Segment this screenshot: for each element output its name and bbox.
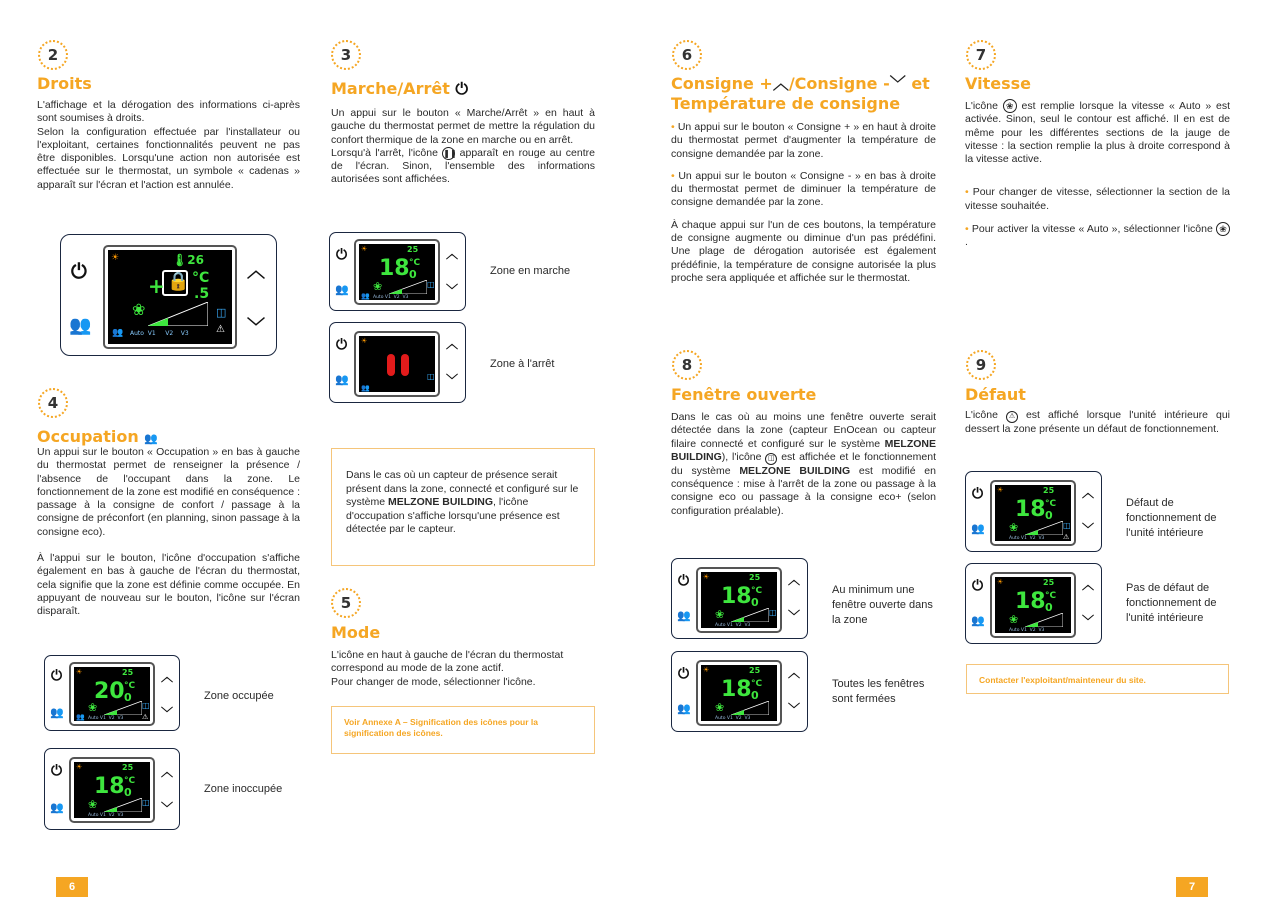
occupant-icon: 👥: [76, 713, 85, 721]
fault-icon: ⚠: [1006, 411, 1018, 423]
setpoint-temp: 18: [1015, 589, 1046, 614]
power-icon: ⏻: [455, 79, 469, 98]
consigne-para-3: À chaque appui sur l'un de ces boutons, la température de consigne augmente ou diminue d'un pas prédéfini. Une plage de dérogation autorisée est également prédéfinie, la température de consigne autorisée la plus proche sera appliquée et affichée sur le thermostat.: [671, 218, 936, 284]
fan-icon[interactable]: ❀: [715, 701, 725, 714]
marche-arret-text: [331, 107, 595, 187]
setpoint-temp: 20: [94, 679, 125, 704]
section-number-3: 3: [331, 40, 361, 70]
page-number-right: 7: [1176, 877, 1208, 897]
section-number-2: 2: [38, 40, 68, 70]
temp-unit: °C: [124, 681, 136, 691]
marche-para-2: Lorsqu'à l'arrêt, l'icône ❚❚ apparaît en rouge au centre de l'écran. Sinon, l'ensemble des informations autorisées sont affichées.: [331, 146, 595, 186]
vitesse-text: [965, 99, 1230, 250]
power-icon[interactable]: ⏻: [51, 763, 63, 779]
speed-labels: Auto V1 V2 V3: [1009, 536, 1045, 541]
mode-sun-icon: ☀: [76, 668, 83, 676]
window-icon: ◫: [769, 608, 777, 617]
occupancy-icon[interactable]: 👥: [335, 373, 349, 386]
temp-unit: °C: [124, 776, 136, 786]
pause-bar-right: [401, 354, 409, 376]
speed-labels: Auto V1 V2 V3: [88, 813, 124, 818]
lock-decimal: .5: [194, 286, 210, 302]
caption-zone-occupee: Zone occupée: [204, 690, 274, 702]
caption-fenetre-ouverte: Au minimum une fenêtre ouverte dans la zone: [832, 584, 933, 626]
thermostat-screen: [990, 572, 1076, 638]
chevron-up-icon[interactable]: ︿: [446, 337, 459, 351]
lcd-display: [359, 336, 435, 392]
lcd-display: [108, 250, 232, 344]
speed-gauge[interactable]: [731, 608, 769, 622]
caption-defaut: Défaut de fonctionnement de l'unité intérieure: [1126, 497, 1217, 539]
annexe-note-text[interactable]: Voir Annexe A – Signification des icônes pour la signification des icônes.: [344, 717, 538, 738]
speed-labels: Auto V1 V2 V3: [88, 716, 124, 721]
speed-gauge[interactable]: [1025, 613, 1063, 627]
speed-labels: Auto V1 V2 V3: [373, 295, 409, 300]
vitesse-para-1: L'icône ❀ est remplie lorsque la vitesse « Auto » est activée. Sinon, seul le contour est affiché. Il en est de même pour les différentes sections de la jauge de vitesse : la section remplie la plus à droite correspond à la vitesse active.: [965, 100, 1230, 166]
caption-zone-arret: Zone à l'arrêt: [490, 358, 555, 370]
presence-note-text: Dans le cas où un capteur de présence serait présent dans la zone, connecté et configuré sur le système MELZONE BUILDING, l'icône d'occupation s'affiche lorsqu'une présence est détectée par le capteur.: [346, 469, 579, 535]
warning-icon: ⚠: [216, 324, 225, 335]
section-number-4: 4: [38, 388, 68, 418]
droits-para-2: Selon la configuration effectuée par l'installateur ou l'exploitant, certaines fonctionnalités peuvent ne pas être disponibles. Lorsqu'une action non autorisée est effectuée sur le thermostat, un symbole « cadenas » apparaît sur l'écran et l'action est annulée.: [37, 125, 300, 191]
occupancy-icon[interactable]: 👥: [50, 706, 64, 719]
temp-decimal: 0: [1045, 601, 1053, 614]
window-icon: ◫: [216, 306, 227, 319]
window-icon: ◫: [427, 280, 435, 289]
plus-sign: +: [148, 274, 165, 298]
chevron-down-icon[interactable]: ﹀: [247, 317, 265, 338]
thermostat-unoccupied: [44, 748, 180, 830]
occupancy-icon[interactable]: 👥: [335, 283, 349, 296]
chevron-down-icon[interactable]: ﹀: [788, 609, 801, 623]
temp-unit: °C: [751, 679, 763, 689]
speed-gauge[interactable]: [104, 798, 142, 812]
fan-icon[interactable]: ❀: [132, 300, 146, 319]
consigne-text: [671, 121, 936, 285]
thermostat-screen: [69, 757, 155, 823]
speed-gauge[interactable]: [104, 701, 142, 715]
speed-labels: Auto V1 V2 V3: [715, 623, 751, 628]
occupant-icon: 👥: [361, 384, 370, 392]
thermostat-locked: [60, 234, 277, 356]
chevron-down-icon: ﹀: [889, 74, 906, 93]
thermostat-screen: [696, 660, 782, 726]
chevron-up-icon[interactable]: ︿: [161, 670, 174, 684]
speed-gauge[interactable]: [389, 280, 427, 294]
occupant-icon: 👥: [112, 328, 124, 338]
thermostat-screen: [990, 480, 1076, 546]
fan-icon[interactable]: ❀: [88, 798, 98, 811]
power-icon[interactable]: ⏻: [678, 666, 690, 682]
fan-icon[interactable]: ❀: [715, 608, 725, 621]
mode-sun-icon: ☀: [703, 666, 710, 674]
thermostat-screen: [69, 662, 155, 726]
chevron-down-icon[interactable]: ﹀: [161, 801, 174, 815]
fan-icon[interactable]: ❀: [1009, 613, 1019, 626]
chevron-up-icon[interactable]: ︿: [446, 247, 459, 261]
pause-icon: ❚❚: [443, 148, 457, 158]
occupancy-icon[interactable]: 👥: [50, 801, 64, 814]
power-icon[interactable]: ⏻: [972, 578, 984, 594]
room-temp: 25: [407, 245, 419, 254]
power-icon[interactable]: ⏻: [336, 337, 348, 353]
speed-labels: Auto V1 V2 V3: [130, 330, 189, 337]
speed-gauge[interactable]: [1025, 521, 1063, 535]
section-number-5: 5: [331, 588, 361, 618]
occupancy-icon[interactable]: 👥: [677, 702, 691, 715]
page-number-left: 6: [56, 877, 88, 897]
consigne-para-2: • Un appui sur le bouton « Consigne - » en bas à droite du thermostat permet de diminuer la température de consigne demandée par la zone.: [671, 169, 936, 209]
thermostat-screen: [354, 239, 440, 305]
marche-para-1: Un appui sur le bouton « Marche/Arrêt » en haut à gauche du thermostat permet de mettre la régulation du confort thermique de la zone en marche ou en arrêt.: [331, 107, 595, 146]
caption-fenetres-fermees: Toutes les fenêtres sont fermées: [832, 678, 925, 705]
occupation-text: [37, 446, 300, 619]
occupation-para-1: Un appui sur le bouton « Occupation » en bas à gauche du thermostat permet de renseigner la présence / l'absence de l'occupant dans la zone. Le fonctionnement de la zone est modifié en conséquence : passage à la consigne de confort / passage à la consigne de préconfort (en planning, sinon passage à la consigne eco).: [37, 446, 300, 538]
thermostat-no-fault: [965, 563, 1102, 644]
room-temp: 25: [1043, 578, 1055, 587]
section-title-occupation: Occupation 👥: [37, 427, 159, 446]
lcd-display: [701, 572, 777, 628]
vitesse-para-2: • Pour changer de vitesse, sélectionner la section de la vitesse souhaitée.: [965, 186, 1230, 212]
mode-sun-icon: ☀: [703, 573, 710, 581]
section-title-droits: Droits: [37, 74, 92, 93]
power-icon[interactable]: ⏻: [51, 668, 63, 684]
window-icon: ◫: [1063, 521, 1071, 530]
thermostat-screen: [696, 567, 782, 633]
speed-gauge[interactable]: [731, 701, 769, 715]
occupation-para-2: À l'appui sur le bouton, l'icône d'occupation s'affiche également en bas à gauche de l'écran du thermostat, cela signifie que la zone est définie comme occupée. En appuyant de nouveau sur le bouton, l'icône sur l'écran disparaît.: [37, 552, 300, 618]
lock-unit: °C: [192, 270, 210, 286]
temp-unit: °C: [1045, 499, 1057, 509]
power-icon[interactable]: ⏻: [336, 247, 348, 263]
power-icon[interactable]: ⏻: [972, 486, 984, 502]
speed-labels: Auto V1 V2 V3: [715, 716, 751, 721]
chevron-up-icon[interactable]: ︿: [247, 261, 265, 282]
speed-labels: Auto V1 V2 V3: [1009, 628, 1045, 633]
fan-auto-icon: ❀: [1216, 222, 1230, 236]
caption-zone-en-marche: Zone en marche: [490, 265, 571, 277]
section-number-7: 7: [966, 40, 996, 70]
section-number-9: 9: [966, 350, 996, 380]
temp-decimal: 0: [1045, 509, 1053, 522]
vitesse-para-3: • Pour activer la vitesse « Auto », sélectionner l'icône ❀.: [965, 222, 1230, 250]
mode-sun-icon: ☀: [361, 337, 368, 345]
chevron-down-icon[interactable]: ﹀: [446, 283, 459, 297]
room-temp: 🌡26: [172, 253, 204, 267]
setpoint-temp: 18: [721, 677, 752, 702]
fenetre-text: Dans le cas où au moins une fenêtre ouverte serait détectée dans la zone (capteur EnOcean ou capteur filaire connecté et configuré sur le système MELZONE BUILDING), l'icône ◫ est affichée et le fonctionnement du système MELZONE BUILDING est modifié en conséquence : mise à l'arrêt de la zone ou passage à la consigne eco ou passage à la consigne eco+ (selon configuration préalable).: [671, 411, 936, 517]
mode-sun-icon: ☀: [76, 763, 83, 771]
occupancy-icon[interactable]: 👥: [971, 614, 985, 627]
section-title-mode: Mode: [331, 623, 381, 642]
lcd-display: [359, 244, 435, 300]
mode-sun-icon: ☀: [997, 486, 1004, 494]
contact-note-box: [966, 664, 1229, 694]
defaut-text: L'icône ⚠ est affiché lorsque l'unité intérieure qui dessert la zone présente un défaut de fonctionnement.: [965, 409, 1231, 435]
setpoint-temp: 18: [1015, 497, 1046, 522]
temp-unit: °C: [1045, 591, 1057, 601]
fan-icon[interactable]: ❀: [373, 280, 383, 293]
temp-decimal: 0: [751, 596, 759, 609]
temp-unit: °C: [409, 258, 421, 268]
speed-gauge[interactable]: [148, 302, 208, 326]
fan-auto-icon: ❀: [1003, 99, 1017, 113]
window-icon: ◫: [427, 372, 435, 381]
power-icon[interactable]: ⏻: [71, 259, 87, 283]
setpoint-temp: 18: [94, 774, 125, 799]
room-temp: 25: [1043, 486, 1055, 495]
section-title-marche-arret: Marche/Arrêt ⏻: [331, 79, 469, 98]
window-icon: ◫: [142, 701, 150, 710]
temp-unit: °C: [751, 586, 763, 596]
section-title-vitesse: Vitesse: [965, 74, 1031, 93]
thermostat-window-open: [671, 558, 808, 639]
mode-para-1: L'icône en haut à gauche de l'écran du thermostat correspond au mode de la zone actif.: [331, 649, 564, 675]
section-number-6: 6: [672, 40, 702, 70]
caption-pas-defaut: Pas de défaut de fonctionnement de l'unité intérieure: [1126, 582, 1217, 624]
occupation-icon: 👥: [144, 432, 159, 445]
caption-zone-inoccupee: Zone inoccupée: [204, 783, 283, 795]
section-title-defaut: Défaut: [965, 385, 1026, 404]
thermostat-occupied: [44, 655, 180, 731]
section-subtitle-consigne: Température de consigne: [671, 94, 901, 113]
mode-sun-icon: ☀: [111, 253, 120, 263]
annexe-note-box: [331, 706, 595, 754]
mode-sun-icon: ☀: [361, 245, 368, 253]
mode-para-2: Pour changer de mode, sélectionner l'icône.: [331, 675, 536, 688]
section-number-8: 8: [672, 350, 702, 380]
warning-icon: ⚠: [142, 713, 149, 721]
setpoint-temp: 18: [721, 584, 752, 609]
mode-text: [331, 649, 595, 689]
room-temp: 25: [749, 666, 761, 675]
room-temp: 25: [749, 573, 761, 582]
chevron-up-icon[interactable]: ︿: [161, 765, 174, 779]
contact-note-text: Contacter l'exploitant/mainteneur du site.: [979, 675, 1146, 685]
temp-decimal: 0: [124, 691, 132, 704]
fan-icon[interactable]: ❀: [1009, 521, 1019, 534]
droits-text: [37, 99, 300, 192]
padlock-glyph: 🔒: [167, 271, 190, 292]
thermostat-on: [329, 232, 466, 311]
thermostat-off: [329, 322, 466, 403]
occupant-icon: 👥: [361, 292, 370, 300]
pause-bar-left: [387, 354, 395, 376]
presence-note-box: [331, 448, 595, 566]
chevron-up-icon: ︿: [772, 74, 789, 93]
thermostat-windows-closed: [671, 651, 808, 732]
chevron-up-icon[interactable]: ︿: [788, 666, 801, 680]
mode-sun-icon: ☀: [997, 578, 1004, 586]
chevron-down-icon[interactable]: ﹀: [161, 706, 174, 720]
room-temp: 25: [122, 763, 134, 772]
temp-decimal: 0: [751, 689, 759, 702]
chevron-up-icon[interactable]: ︿: [1082, 578, 1095, 592]
thermostat-fault: [965, 471, 1102, 552]
chevron-up-icon[interactable]: ︿: [1082, 486, 1095, 500]
chevron-down-icon[interactable]: ﹀: [788, 702, 801, 716]
lcd-display: [74, 762, 150, 818]
window-icon: ◫: [142, 798, 150, 807]
thermostat-screen: [103, 245, 237, 349]
section-title-consigne: Consigne +︿/Consigne -﹀ et: [671, 74, 930, 93]
power-icon[interactable]: ⏻: [678, 573, 690, 589]
lcd-display: [701, 665, 777, 721]
occupancy-icon[interactable]: 👥: [677, 609, 691, 622]
chevron-down-icon[interactable]: ﹀: [446, 373, 459, 387]
droits-para-1: L'affichage et la dérogation des informations ci-après sont soumises à droits.: [37, 99, 300, 125]
thermostat-screen: [354, 331, 440, 397]
room-temp: 25: [122, 668, 134, 677]
chevron-down-icon[interactable]: ﹀: [1082, 522, 1095, 536]
occupancy-icon[interactable]: 👥: [69, 315, 92, 336]
chevron-down-icon[interactable]: ﹀: [1082, 614, 1095, 628]
lcd-display: [74, 667, 150, 721]
fan-icon[interactable]: ❀: [88, 701, 98, 714]
temp-decimal: 0: [124, 786, 132, 799]
warning-icon: ⚠: [1063, 533, 1070, 541]
temp-decimal: 0: [409, 268, 417, 281]
occupancy-icon[interactable]: 👥: [971, 522, 985, 535]
lcd-display: [995, 485, 1071, 541]
lcd-display: [995, 577, 1071, 633]
section-title-fenetre: Fenêtre ouverte: [671, 385, 817, 404]
window-open-icon: ◫: [765, 453, 777, 465]
chevron-up-icon[interactable]: ︿: [788, 573, 801, 587]
consigne-para-1: • Un appui sur le bouton « Consigne + » en haut à droite du thermostat permet d'augmenter la température de consigne demandée par la zone.: [671, 121, 937, 160]
setpoint-temp: 18: [379, 256, 410, 281]
